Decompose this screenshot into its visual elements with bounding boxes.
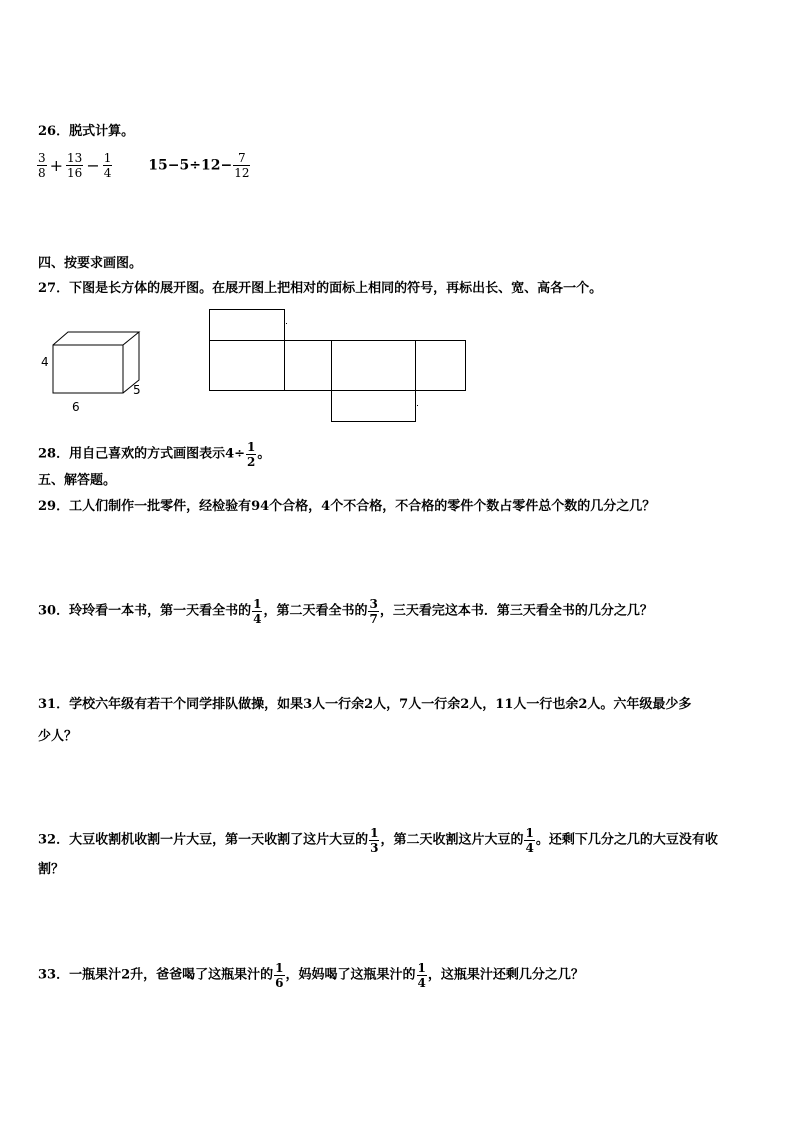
- fraction-3-8: [37, 151, 47, 180]
- question-32-line2: 割？: [38, 862, 65, 877]
- question-28-end: 。: [257, 446, 271, 462]
- question-26-label: 26．脱式计算。: [38, 124, 135, 139]
- fraction-3-7: [368, 597, 378, 626]
- operator-minus: −: [86, 156, 100, 175]
- cuboid-top-face: [53, 332, 139, 345]
- question-26-expressions: [36, 151, 251, 180]
- net-face-4: [415, 340, 466, 391]
- numerator: 13: [67, 151, 83, 165]
- section-5-heading: 五、解答题。: [38, 473, 117, 488]
- fraction-13-16: [66, 151, 83, 180]
- question-33: [38, 961, 584, 990]
- question-32-part1: 32．大豆收割机收割一片大豆，第一天收割了这片大豆的: [38, 832, 369, 848]
- net-mark: [417, 405, 418, 406]
- denominator: 12: [234, 166, 250, 180]
- question-30-part2: ，第二天看全书的: [263, 603, 368, 619]
- denominator: 7: [369, 612, 378, 626]
- cuboid-figure: [38, 326, 148, 418]
- denominator: 4: [103, 166, 112, 180]
- expression-2-prefix: 15−5÷12−: [148, 157, 233, 174]
- numerator: 1: [525, 826, 534, 840]
- denominator: 6: [275, 976, 284, 990]
- net-face-3: [331, 340, 416, 391]
- fraction-1-4: [103, 151, 113, 180]
- question-30-part3: ，三天看完这本书．第三天看全书的几分之几？: [379, 603, 653, 619]
- question-30: [38, 597, 653, 626]
- dimension-length-label: 6: [72, 400, 80, 414]
- denominator: 8: [38, 166, 46, 180]
- dimension-height-label: 4: [41, 355, 49, 369]
- dimension-width-label: 5: [133, 383, 141, 397]
- denominator: 4: [525, 841, 534, 855]
- net-bottom-face: [331, 390, 416, 422]
- numerator: 1: [370, 826, 379, 840]
- numerator: 1: [103, 151, 112, 165]
- question-32-part2: ，第二天收割这片大豆的: [380, 832, 524, 848]
- denominator: 4: [253, 612, 262, 626]
- denominator: 16: [67, 166, 83, 180]
- question-32: [38, 826, 718, 855]
- numerator: 1: [253, 597, 262, 611]
- question-31-line2: 少人？: [38, 729, 78, 744]
- numerator: 1: [417, 961, 426, 975]
- question-30-part1: 30．玲玲看一本书，第一天看全书的: [38, 603, 252, 619]
- question-33-part3: ，这瓶果汁还剩几分之几？: [427, 967, 584, 983]
- question-33-part2: ，妈妈喝了这瓶果汁的: [285, 967, 416, 983]
- question-29-text: 29．工人们制作一批零件，经检验有94个合格，4个不合格，不合格的零件个数占零件总个数的几分之几？: [38, 499, 656, 514]
- fraction-1-3: [369, 826, 379, 855]
- numerator: 1: [275, 961, 284, 975]
- denominator: 4: [417, 976, 426, 990]
- fraction-7-12: [233, 151, 250, 180]
- fraction-1-6: [274, 961, 284, 990]
- operator-plus: +: [49, 156, 64, 175]
- question-28-text: 28．用自己喜欢的方式画图表示4÷: [38, 446, 246, 462]
- denominator: 2: [247, 455, 256, 469]
- section-4-heading: 四、按要求画图。: [38, 256, 143, 271]
- net-top-face: [209, 309, 285, 341]
- numerator: 3: [369, 597, 378, 611]
- numerator: 1: [247, 440, 256, 454]
- question-32-part3: 。还剩下几分之几的大豆没有收: [535, 832, 718, 848]
- numerator: 7: [233, 151, 250, 166]
- net-face-1: [209, 340, 285, 391]
- cuboid-front-face: [53, 345, 123, 393]
- denominator: 3: [370, 841, 379, 855]
- question-31-line1: 31．学校六年级有若干个同学排队做操，如果3人一行余2人，7人一行余2人，11人一行也余2人。六年级最少多: [38, 697, 692, 712]
- question-33-part1: 33．一瓶果汁2升，爸爸喝了这瓶果汁的: [38, 967, 274, 983]
- question-28: [38, 440, 270, 469]
- net-face-2: [284, 340, 332, 391]
- fraction-1-4: [252, 597, 262, 626]
- fraction-1-4: [524, 826, 534, 855]
- question-27-text: 27．下图是长方体的展开图。在展开图上把相对的面标上相同的符号，再标出长、宽、高各一个。: [38, 281, 603, 296]
- net-mark: [286, 323, 287, 324]
- fraction-1-2: [246, 440, 256, 469]
- numerator: 3: [38, 151, 46, 165]
- fraction-1-4: [417, 961, 427, 990]
